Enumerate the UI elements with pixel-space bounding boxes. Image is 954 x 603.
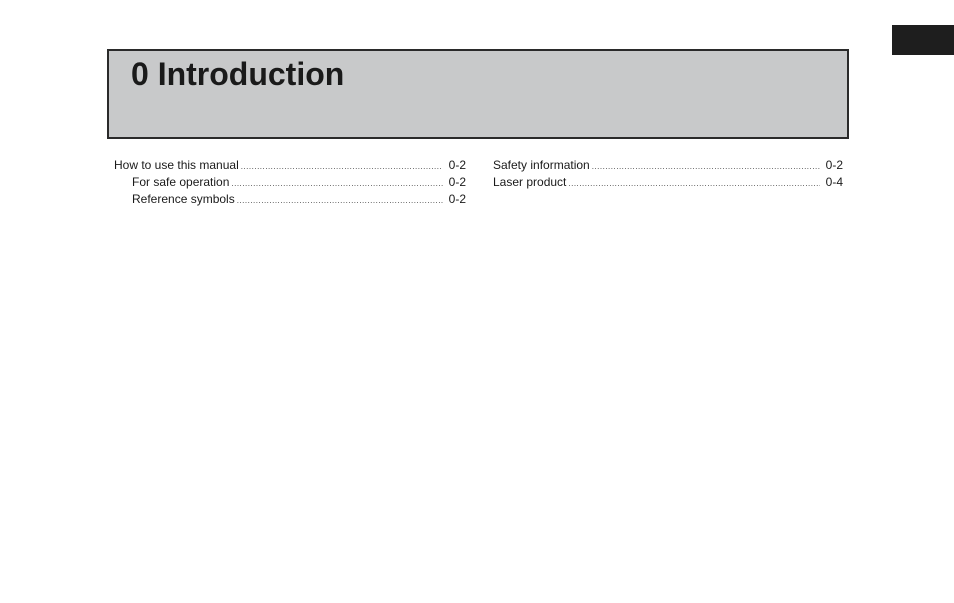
chapter-header [107, 49, 849, 139]
toc-dot-leader [237, 192, 443, 209]
toc-column-right [493, 157, 843, 191]
toc-entry-label: Laser product [493, 175, 567, 189]
toc-entry-label: How to use this manual [114, 158, 239, 172]
toc-entry-label: Safety information [493, 158, 590, 172]
toc-dot-leader [231, 175, 442, 192]
toc-entry-label: Reference symbols [132, 192, 235, 206]
toc-entry-page: 0-4 [825, 175, 843, 189]
toc-entry-page: 0-2 [448, 175, 466, 189]
toc-entry-label: For safe operation [132, 175, 230, 189]
toc-entry[interactable] [114, 191, 466, 208]
toc-entry-page: 0-2 [825, 158, 843, 172]
toc-dot-leader [568, 175, 819, 192]
chapter-tab-marker [892, 25, 954, 55]
toc-column-left [114, 157, 466, 208]
toc-entry-page: 0-2 [448, 158, 466, 172]
toc-entry-page: 0-2 [448, 192, 466, 206]
chapter-title: 0 Introduction [131, 56, 345, 92]
toc-entry[interactable] [493, 157, 843, 174]
toc-entry[interactable] [114, 157, 466, 174]
toc-dot-leader [241, 158, 443, 175]
toc-entry[interactable] [114, 174, 466, 191]
toc-dot-leader [592, 158, 820, 175]
toc-entry[interactable] [493, 174, 843, 191]
